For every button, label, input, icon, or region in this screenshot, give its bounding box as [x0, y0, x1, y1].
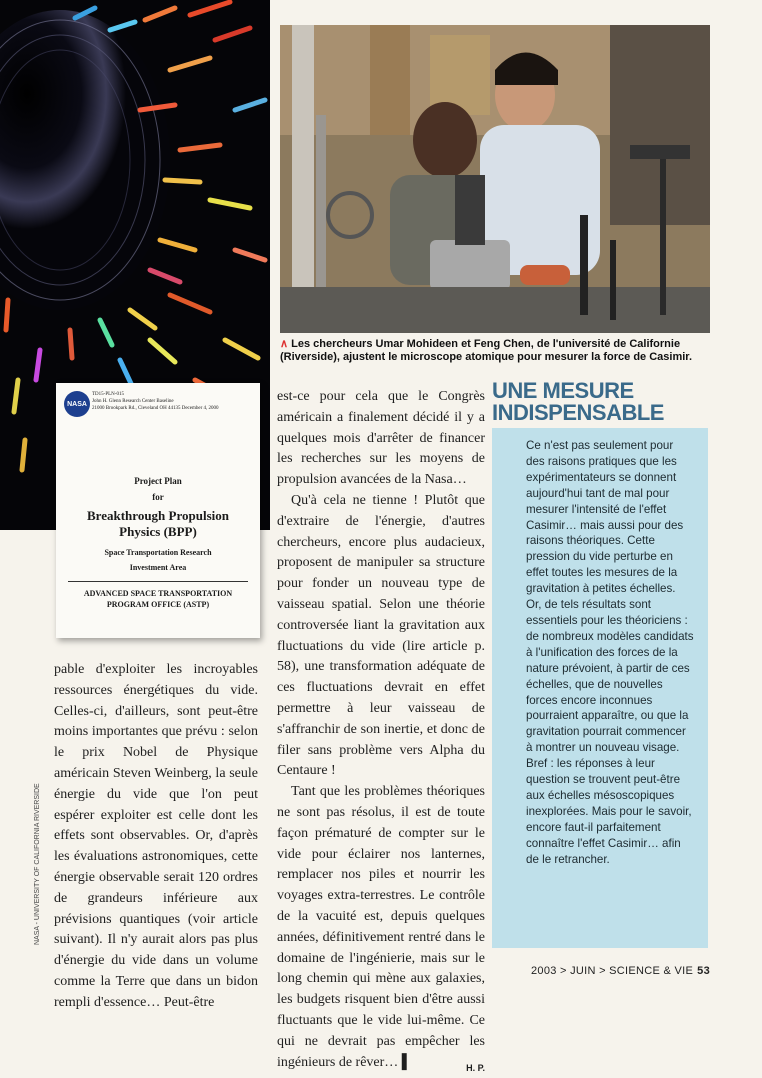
title-line-1: Breakthrough Propulsion — [56, 508, 260, 524]
photo-credit: NASA - UNIVERSITY OF CALIFORNIA RIVERSIDE — [34, 795, 44, 945]
middle-paragraph-2: Qu'à cela ne tienne ! Plutôt que d'extraire de l'énergie, d'autres chercheurs, encore plus audacieux, proposent de manipuler sa structure pour fonder un nouveau type de vaisseau spatial. Selon une théorie controversée liant la gravitation aux fluctuations du vide (lire article p. 58), une transformation adéquate de ces fluctuations devrait en effet permettre à leur vaisseau de s'affranchir de son inertie, et donc de filer sans problème vers Alpha du Centaure ! — [277, 491, 485, 782]
project-plan-document — [56, 383, 260, 638]
author-signature: H. P. — [452, 1058, 485, 1078]
document-header — [92, 391, 252, 412]
document-address: 21000 Brookpark Rd., Cleveland OH 44135 December 4, 2000 — [92, 405, 252, 412]
office-line-1: ADVANCED SPACE TRANSPORTATION — [66, 588, 250, 599]
sidebar-text: Ce n'est pas seulement pour des raisons pratiques que les expérimentateurs se donnent aujourd'hui tant de mal pour mesurer l'intensité de l'effet Casimir… mais aussi pour des raisons théoriques. Cette pression du vide perturbe en effet toutes les mesures de la gravitation à petites échelles. Or, de tels résultats sont essentiels pour les théoriciens : de nombreux modèles candidats à l'unification des forces de la nature prévoient, à partir de ces échelles, que de nouvelles forces encore inconnues pourraient apparaître, ou que la gravitation pourrait commencer à montrer un nouveau visage. Bref : les réponses à leur question se trouvent peut-être aux échelles mésoscopiques inexplorées. Mais pour le savoir, encore faut-il parfaitement connaître l'effet Casimir… afin de le retrancher. — [526, 438, 694, 867]
document-office — [56, 588, 260, 610]
document-plan-label — [56, 473, 260, 505]
sub-line-1: Space Transportation Research — [56, 545, 260, 560]
page-footer — [531, 965, 710, 977]
sidebar-title-line-2: INDISPENSABLE — [492, 402, 722, 424]
lab-photo — [280, 25, 710, 333]
sidebar-title-line-1: UNE MESURE — [492, 380, 722, 402]
caption-arrow-icon: ∧ — [280, 338, 288, 350]
middle-paragraph-3-text: Tant que les problèmes théoriques ne sont pas résolus, il est de toute façon prématuré de compter sur le vide pour éclairer nos lanternes, remplacer nos piles et nourrir les voyages extra-terrestres. Le contrôle de la vacuité est, depuis quelques années, définitivement rentré dans le domaine de l'ingénierie, mais sur le long chemin qui mène aux galaxies, les budgets risquent bien d'être aussi fluctuants que le vide lui-même. Ce qui ne devrait pas empêcher les ingénieurs de rêver… — [277, 784, 485, 1069]
document-id: TD15-PLN-015 — [92, 391, 252, 398]
running-footer: 2003 > JUIN > SCIENCE & VIE — [531, 965, 693, 977]
document-title — [56, 508, 260, 540]
office-line-2: PROGRAM OFFICE (ASTP) — [66, 599, 250, 610]
document-center: John H. Glenn Research Center Baseline — [92, 398, 252, 405]
middle-paragraph-3 — [277, 782, 485, 1073]
title-line-2: Physics (BPP) — [56, 524, 260, 540]
left-column — [54, 660, 258, 1014]
document-divider — [68, 581, 248, 582]
left-paragraph-1: pable d'exploiter les incroyables ressources énergétiques du vide. Celles-ci, d'ailleurs, sont peut-être moins importantes que prévu : selon le prix Nobel de Physique américain Steven Weinberg, la seule énergie du vide que l'on peut espérer exploiter est celle dont les effets sont observables. Or, d'après les évaluations astronomiques, cette énergie observable serait 120 ordres de grandeurs inférieure aux prévisions quantiques (voir article suivant). Il n'y aurait alors pas plus d'énergie du vide dans un volume comme la Terre que dans un bidon rempli d'essence… Peut-être — [54, 660, 258, 1014]
sub-line-2: Investment Area — [56, 560, 260, 575]
middle-paragraph-1: est-ce pour cela que le Congrès américain a finalement décidé il y a quelques mois d'arrêter de financer les recherches sur les moyens de propulsion avancées de la Nasa… — [277, 387, 485, 491]
document-subtitle — [56, 545, 260, 575]
middle-column — [277, 387, 485, 1078]
sidebar-box — [492, 428, 708, 948]
plan-line-2: for — [56, 489, 260, 505]
sidebar-title — [492, 380, 722, 424]
end-mark: ▌ — [402, 1055, 412, 1070]
caption-text: Les chercheurs Umar Mohideen et Feng Chen, de l'université de Californie (Riverside), ajustent le microscope atomique pour mesurer la force de Casimir. — [280, 338, 692, 363]
photo-caption — [280, 338, 720, 364]
page-number: 53 — [697, 965, 710, 977]
nasa-logo-icon: NASA — [64, 391, 90, 417]
plan-line-1: Project Plan — [56, 473, 260, 489]
